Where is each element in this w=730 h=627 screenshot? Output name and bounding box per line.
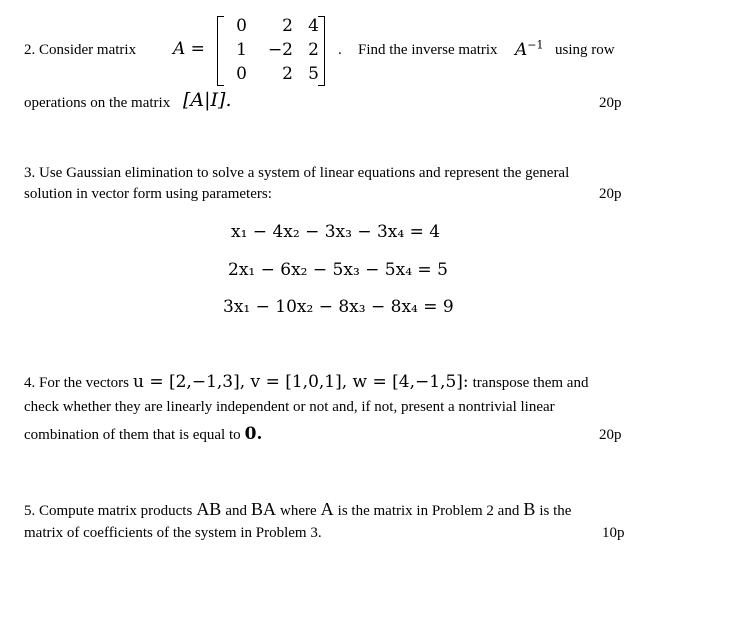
p3-equation-1: x₁ − 4x₂ − 3x₃ − 3x₄ = 4 bbox=[231, 222, 441, 242]
matrix-left-bracket bbox=[217, 16, 224, 86]
p2-line2: operations on the matrix bbox=[24, 95, 171, 111]
p4-after-vectors: transpose them and bbox=[472, 375, 589, 391]
p5-text-1: 5. Compute matrix products bbox=[24, 503, 193, 519]
matrix-cell: 2 bbox=[282, 64, 293, 84]
matrix-cell: 4 bbox=[308, 16, 319, 36]
p2-matrix bbox=[217, 14, 325, 86]
p5-b: B bbox=[523, 499, 536, 519]
p5-ba: BA bbox=[251, 499, 277, 519]
p2-using-row: using row bbox=[555, 42, 615, 58]
p5-ab: AB bbox=[196, 499, 222, 519]
p5-and: and bbox=[225, 503, 247, 519]
p2-points: 20p bbox=[599, 95, 622, 111]
matrix-cell: 0 bbox=[236, 64, 247, 84]
p4-line3-text: combination of them that is equal to bbox=[24, 427, 241, 443]
p4-vectors: u = [2,−1,3], v = [1,0,1], w = [4,−1,5]: bbox=[132, 372, 469, 392]
p4-line3 bbox=[24, 424, 262, 444]
matrix-cell: 0 bbox=[236, 16, 247, 36]
p2-inverse bbox=[515, 40, 544, 60]
matrix-cell: 2 bbox=[308, 40, 319, 60]
p3-equation-2: 2x₁ − 6x₂ − 5x₃ − 5x₄ = 5 bbox=[228, 260, 448, 280]
p5-line2: matrix of coefficients of the system in Problem 3. bbox=[24, 525, 322, 541]
matrix-cell: −2 bbox=[267, 40, 293, 60]
p2-intro: 2. Consider matrix bbox=[24, 42, 137, 58]
p5-where: where bbox=[280, 503, 317, 519]
p4-zero-vector: 0. bbox=[244, 424, 263, 444]
p4-line1 bbox=[24, 372, 588, 392]
p3-line2: solution in vector form using parameters: bbox=[24, 186, 272, 202]
p2-period: . bbox=[338, 42, 342, 58]
p2-aug-matrix: [A|I]. bbox=[183, 89, 232, 111]
matrix-cell: 1 bbox=[236, 40, 247, 60]
matrix-right-bracket bbox=[318, 16, 325, 86]
p2-find-text: Find the inverse matrix bbox=[358, 42, 498, 58]
p4-points: 20p bbox=[599, 427, 622, 443]
matrix-cell: 5 bbox=[308, 64, 319, 84]
p3-equation-3: 3x₁ − 10x₂ − 8x₃ − 8x₄ = 9 bbox=[223, 297, 454, 317]
inverse-exponent: −1 bbox=[527, 38, 544, 52]
p4-intro: 4. For the vectors bbox=[24, 375, 129, 391]
p5-a: A bbox=[320, 499, 334, 519]
matrix-cell: 2 bbox=[282, 16, 293, 36]
p3-points: 20p bbox=[599, 186, 622, 202]
inverse-base: A bbox=[515, 40, 528, 60]
p5-line1 bbox=[24, 499, 571, 520]
p3-line1: 3. Use Gaussian elimination to solve a system of linear equations and represent the general bbox=[24, 165, 570, 181]
p5-is-the: is the matrix in Problem 2 and bbox=[337, 503, 520, 519]
p5-is-the2: is the bbox=[539, 503, 572, 519]
p2-matrix-label: A = bbox=[173, 39, 205, 59]
p5-points: 10p bbox=[602, 525, 625, 541]
p4-line2: check whether they are linearly independent or not and, if not, present a nontrivial linear bbox=[24, 399, 555, 415]
